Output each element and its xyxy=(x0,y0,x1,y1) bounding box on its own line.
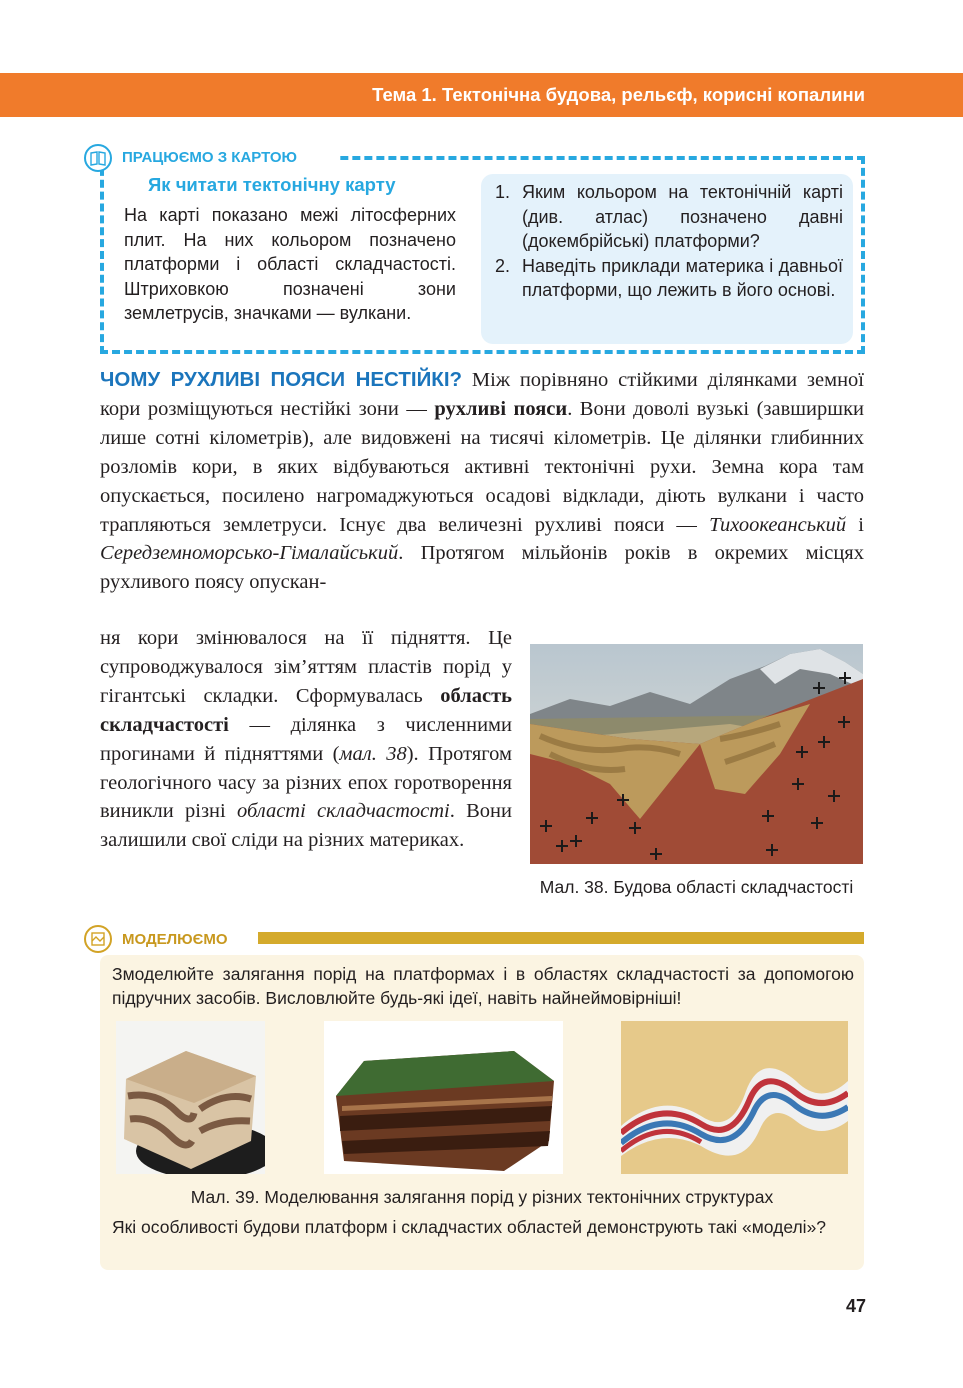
topic-header-band xyxy=(0,73,963,117)
modeling-divider xyxy=(258,932,864,944)
modeling-text: Змоделюйте залягання порід на платформах і в областях складчастості за допомогою підручних засобів. Висловлюйте будь-які ідеї, навіть найнеймовірніші! xyxy=(112,964,854,1008)
map-work-header xyxy=(84,144,867,172)
main-paragraph-continued: ня кори змінювалося на її підняття. Це супроводжувалося зім’яттям пластів порід у гігантські складки. Сформувалась область складчастості — ділянка з численними прогинами й підняттями (мал. 38). Протягом геологічного часу за різних епох горотворення виникли різні області складчастості. Вони залишили свої сліди на різних материках. xyxy=(100,627,512,852)
map-work-text: На карті показано межі літосферних плит. На них кольором позначено платформи і області складчастості. Штриховкою позначені зони землетрусів, значками — вулкани. xyxy=(124,205,456,323)
map-book-icon xyxy=(84,144,112,172)
section-heading: ЧОМУ РУХЛИВІ ПОЯСИ НЕСТІЙКІ? xyxy=(100,368,463,391)
question-item: 2. Наведіть приклади материка і давньої платформи, що лежить в його основі. xyxy=(495,255,843,300)
main-paragraph: ЧОМУ РУХЛИВІ ПОЯСИ НЕСТІЙКІ? Між порівняно стійкими ділянками земної кори розміщуються нестійкі зони — рухливі пояси. Вони доволі вузькі (завширшки лише сотні кілометрів), але видовжені на тисячі кілометрів. Це ділянки глибинних розломів кори, в яких відбуваються активні тектонічні рухи. Земна кора там опускається, посилено нагромаджуються осадові відклади, діють вулкани і часто трапляються землетруси. Існує два величезні рухливі пояси — Тихоокеанський і Середземноморсько-Гімалайський. Протягом мільйонів років в окремих місцях рухливого поясу опускан- xyxy=(100,368,865,594)
map-work-subtitle: Як читати тектонічну карту xyxy=(148,174,396,195)
map-work-questions xyxy=(481,174,853,344)
halva-photo xyxy=(116,1021,265,1174)
question-item: 1. Яким кольором на тектонічній карті (див. атлас) позначено давні (докембрійські) платформи? xyxy=(495,182,843,251)
modeling-label: МОДЕЛЮЄМО xyxy=(122,931,228,948)
page-number: 47 xyxy=(845,1296,866,1316)
figure-39-caption: Мал. 39. Моделювання залягання порід у різних тектонічних структурах xyxy=(190,1187,774,1207)
folded-towels-photo xyxy=(621,1021,848,1174)
modeling-icon xyxy=(84,925,112,953)
topic-title: Тема 1. Тектонічна будова, рельєф, корисні копалини xyxy=(372,84,865,105)
figure-38-caption: Мал. 38. Будова області складчастості xyxy=(539,877,854,897)
map-work-label: ПРАЦЮЄМО З КАРТОЮ xyxy=(122,149,298,166)
layered-cake-photo xyxy=(324,1021,563,1174)
folded-area-illustration xyxy=(530,644,863,864)
modeling-question: Які особливості будови платформ і складчастих областей демонструють такі «моделі»? xyxy=(112,1217,827,1237)
modeling-header xyxy=(84,925,864,953)
